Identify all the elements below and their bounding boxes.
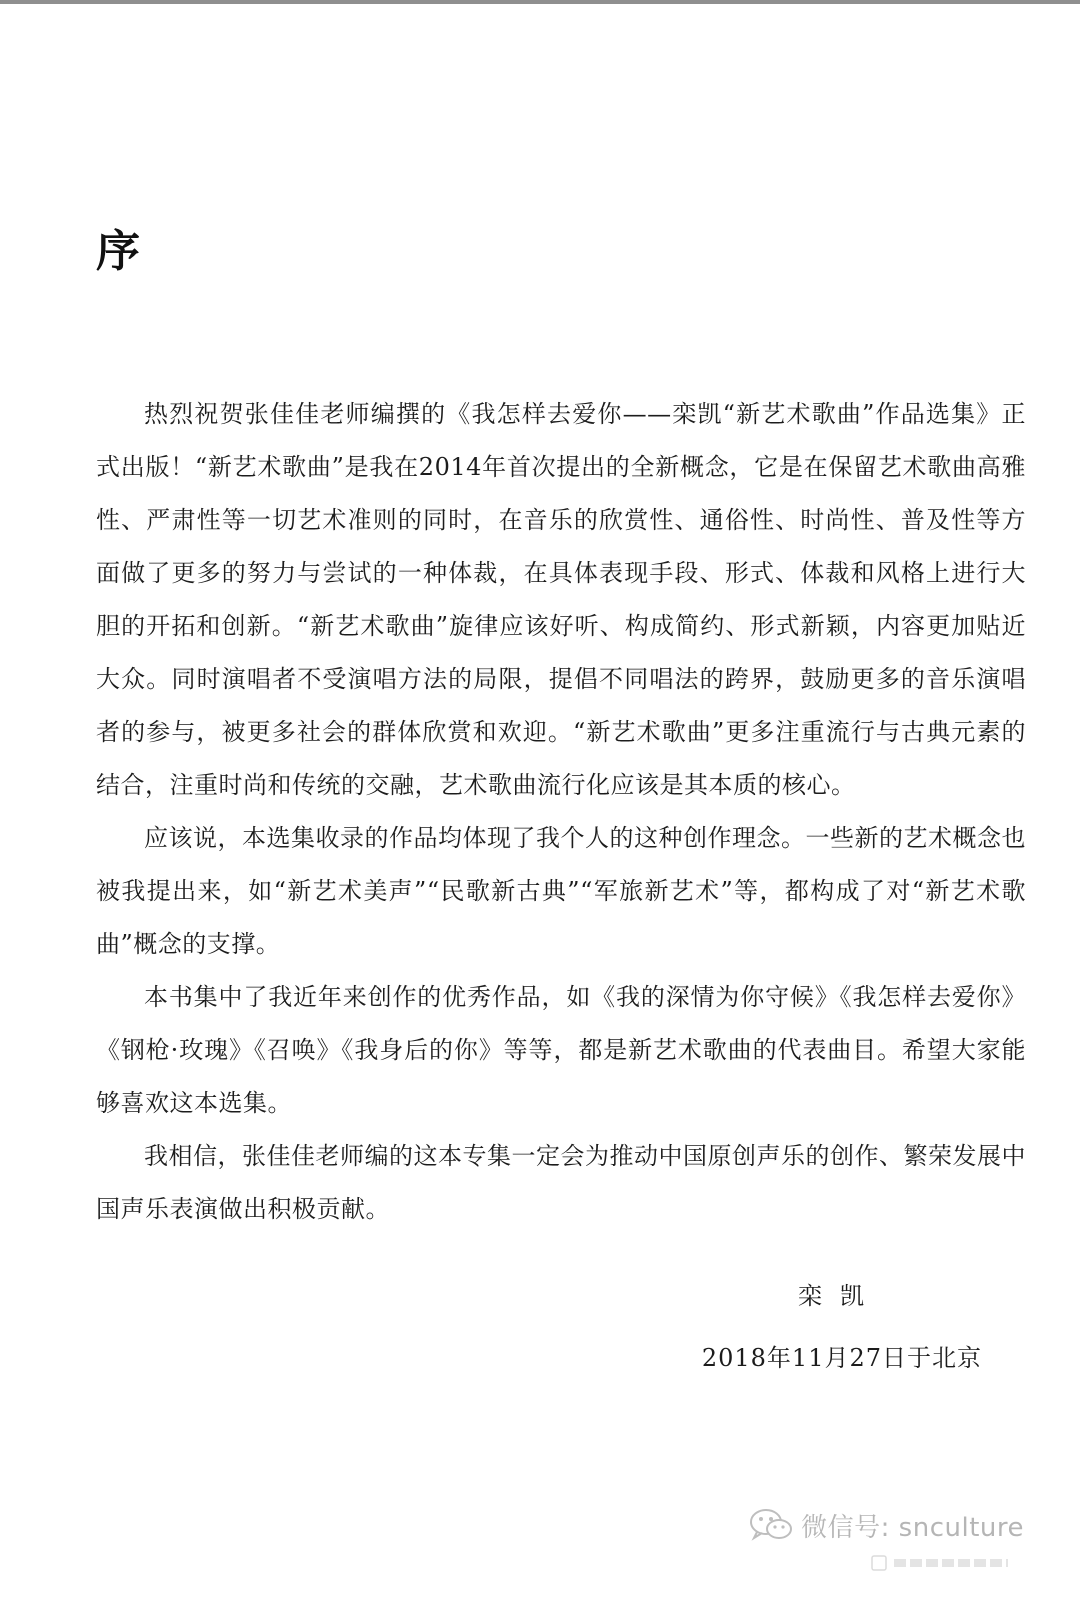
author-signature: 栾凯: [798, 1282, 882, 1310]
top-border: [0, 0, 1080, 4]
date-line: 2018年11月27日于北京: [701, 1344, 982, 1372]
watermark: [749, 1505, 1024, 1545]
watermark-text: 微信号: snculture: [801, 1512, 1024, 1543]
watermark-faint-mark: [870, 1552, 1010, 1574]
page-title: 序: [96, 226, 140, 277]
paragraph-2: 应该说，本选集收录的作品均体现了我个人的这种创作理念。一些新的艺术概念也被我提出来，如“新艺术美声”“民歌新古典”“军旅新艺术”等，都构成了对“新艺术歌曲”概念的支撑。: [96, 824, 1026, 958]
preface-body: [96, 388, 1026, 1236]
paragraph-3: 本书集中了我近年来创作的优秀作品，如《我的深情为你守候》《我怎样去爱你》《钢枪·玫瑰》《召唤》《我身后的你》等等，都是新艺术歌曲的代表曲目。希望大家能够喜欢这本选集。: [96, 983, 1026, 1117]
wechat-icon: [749, 1508, 793, 1542]
paragraph-1: 热烈祝贺张佳佳老师编撰的《我怎样去爱你——栾凯“新艺术歌曲”作品选集》正式出版！“新艺术歌曲”是我在2014年首次提出的全新概念，它是在保留艺术歌曲高雅性、严肃性等一切艺术准则的同时，在音乐的欣赏性、通俗性、时尚性、普及性等方面做了更多的努力与尝试的一种体裁，在具体表现手段、形式、体裁和风格上进行大胆的开拓和创新。“新艺术歌曲”旋律应该好听、构成简约、形式新颖，内容更加贴近大众。同时演唱者不受演唱方法的局限，提倡不同唱法的跨界，鼓励更多的音乐演唱者的参与，被更多社会的群体欣赏和欢迎。“新艺术歌曲”更多注重流行与古典元素的结合，注重时尚和传统的交融，艺术歌曲流行化应该是其本质的核心。: [96, 400, 1026, 799]
paragraph-4: 我相信，张佳佳老师编的这本专集一定会为推动中国原创声乐的创作、繁荣发展中国声乐表演做出积极贡献。: [96, 1142, 1026, 1223]
